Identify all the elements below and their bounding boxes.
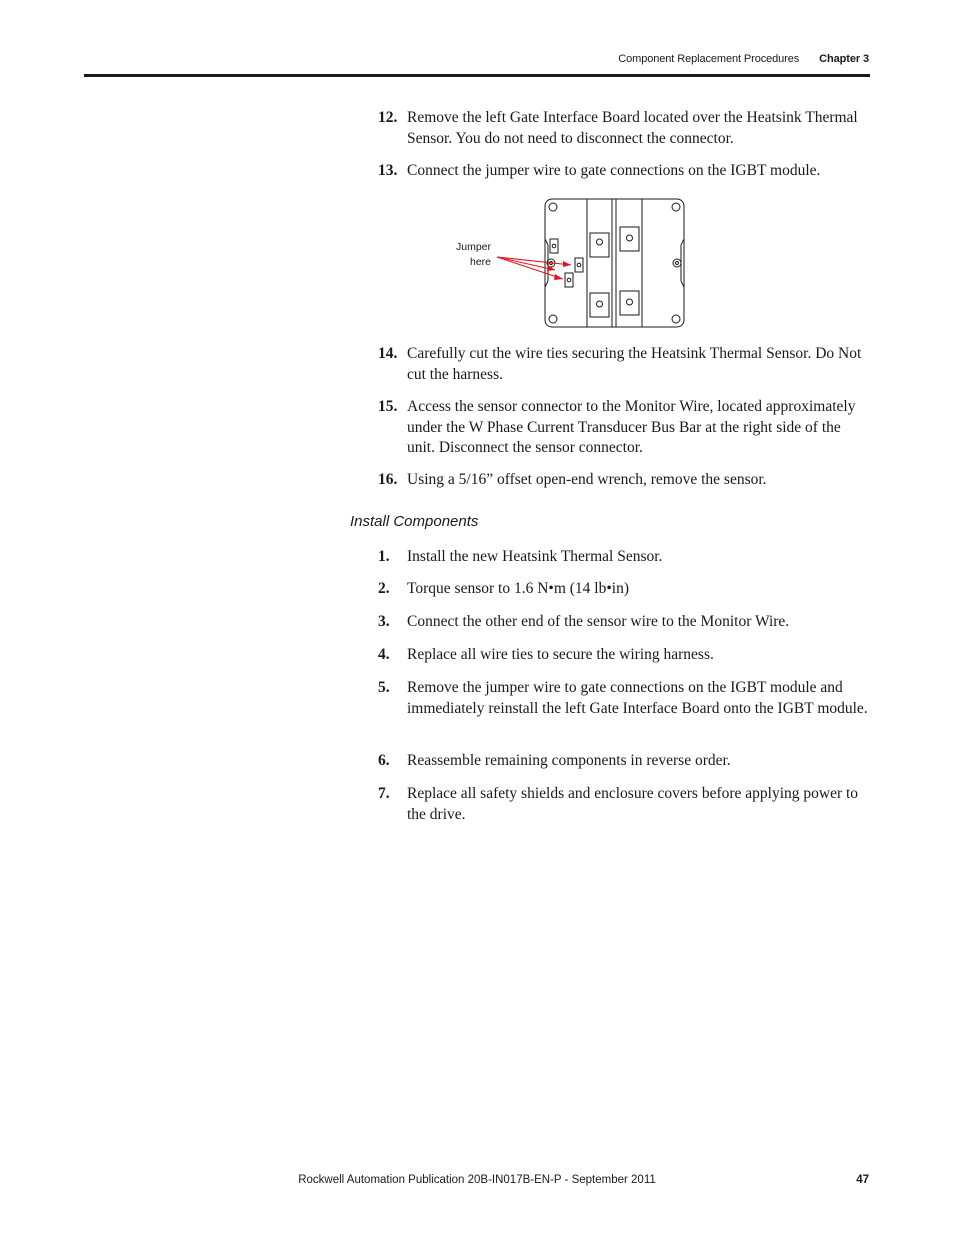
step-number: 12. (378, 109, 398, 126)
install-step-2 (378, 579, 870, 600)
gate-pin (550, 239, 558, 253)
step-text: Access the sensor connector to the Monitor Wire, located approximately under the W Phase Current Transducer Bus Bar at the right side of the unit. Disconnect the sensor connector. (407, 398, 856, 456)
igbt-module-diagram (455, 195, 695, 331)
terminal-screw (597, 301, 603, 307)
callout-arrowhead (563, 261, 571, 267)
footer-publication: Rockwell Automation Publication 20B-IN017B-EN-P - September 2011 (298, 1174, 656, 1186)
mounting-hole (673, 259, 681, 267)
callout-arrowhead (554, 274, 563, 280)
igbt-module-figure (455, 195, 695, 336)
step-13 (378, 161, 870, 182)
terminal (620, 227, 639, 251)
step-16 (378, 470, 870, 491)
gate-pin-hole (552, 244, 556, 248)
header-chapter: Chapter 3 (819, 53, 869, 65)
section-heading-install-components: Install Components (350, 513, 479, 530)
callout-label-line1: Jumper (455, 241, 491, 253)
step-text: Replace all safety shields and enclosure covers before applying power to the drive. (407, 785, 859, 823)
gate-pin (565, 273, 573, 287)
terminal-screw (627, 235, 633, 241)
step-number: 13. (378, 162, 398, 179)
step-text: Reassemble remaining components in reverse order. (407, 752, 731, 769)
step-text: Remove the jumper wire to gate connections on the IGBT module and immediately reinstall the left Gate Interface Board onto the IGBT module. (407, 679, 868, 717)
install-step-4 (378, 645, 870, 666)
step-text: Remove the left Gate Interface Board located over the Heatsink Thermal Sensor. You do not need to disconnect the connector. (407, 109, 858, 147)
terminal-screw (627, 299, 633, 305)
step-number: 14. (378, 345, 398, 362)
gate-pin (575, 258, 583, 272)
terminal-screw (597, 239, 603, 245)
callout-arrow-line (497, 257, 555, 270)
step-text: Using a 5/16” offset open-end wrench, remove the sensor. (407, 471, 767, 488)
page-number: 47 (856, 1174, 869, 1186)
step-number: 3. (378, 613, 390, 630)
step-number: 16. (378, 471, 398, 488)
mounting-hole (672, 203, 680, 211)
bus-bar-left (587, 199, 612, 327)
install-step-1 (378, 547, 870, 568)
step-text: Install the new Heatsink Thermal Sensor. (407, 548, 663, 565)
step-number: 4. (378, 646, 390, 663)
step-number: 15. (378, 398, 398, 415)
install-step-5 (378, 678, 870, 719)
step-text: Carefully cut the wire ties securing the Heatsink Thermal Sensor. Do Not cut the harness. (407, 345, 862, 383)
running-header (618, 53, 869, 65)
step-15 (378, 397, 870, 459)
mounting-hole (549, 315, 557, 323)
step-number: 2. (378, 580, 390, 597)
install-step-3 (378, 612, 870, 633)
step-number: 6. (378, 752, 390, 769)
step-12 (378, 108, 870, 149)
step-text: Torque sensor to 1.6 N•m (14 lb•in) (407, 580, 630, 597)
step-number: 5. (378, 679, 390, 696)
step-number: 7. (378, 785, 390, 802)
header-rule (84, 74, 870, 77)
mounting-hole (672, 315, 680, 323)
callout-label-line2: here (469, 256, 491, 268)
install-step-6 (378, 751, 870, 772)
step-number: 1. (378, 548, 390, 565)
step-14 (378, 344, 870, 385)
header-section-title: Component Replacement Procedures (618, 53, 800, 65)
terminal (590, 293, 609, 317)
install-step-7 (378, 784, 870, 825)
step-text: Replace all wire ties to secure the wiring harness. (407, 646, 714, 663)
terminal (620, 291, 639, 315)
step-text: Connect the other end of the sensor wire to the Monitor Wire. (407, 613, 790, 630)
jumper-callout-arrows (497, 257, 571, 280)
gate-pin-hole (577, 263, 581, 267)
mounting-hole (676, 262, 679, 265)
gate-pin-hole (567, 278, 571, 282)
mounting-hole (549, 203, 557, 211)
step-text: Connect the jumper wire to gate connections on the IGBT module. (407, 162, 821, 179)
